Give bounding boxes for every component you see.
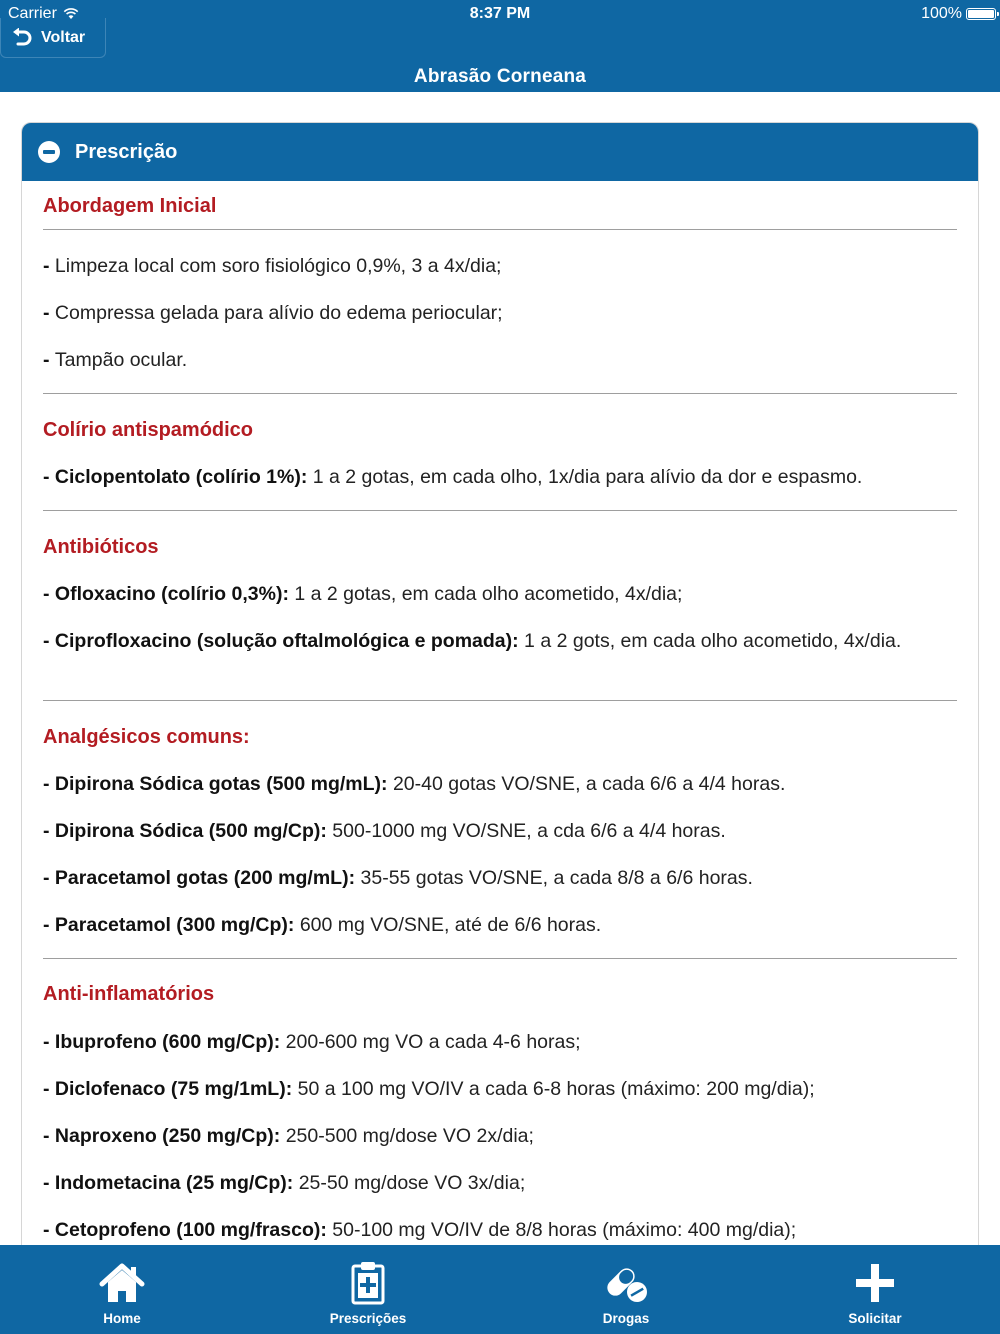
back-button[interactable] (0, 18, 106, 58)
pills-icon (601, 1260, 651, 1306)
list-item: - Paracetamol (300 mg/Cp): 600 mg VO/SNE, até de 6/6 horas. (43, 914, 602, 936)
clipboard-plus-icon (343, 1260, 393, 1306)
divider (43, 229, 957, 230)
divider (43, 958, 957, 959)
section-title: Antibióticos (43, 536, 159, 558)
divider (43, 393, 957, 394)
list-item: - Paracetamol gotas (200 mg/mL): 35-55 gotas VO/SNE, a cada 8/8 a 6/6 horas. (43, 867, 753, 889)
section-title: Analgésicos comuns: (43, 726, 250, 748)
list-item: - Cetoprofeno (100 mg/frasco): 50-100 mg VO/IV de 8/8 horas (máximo: 400 mg/dia); (43, 1219, 797, 1241)
section-title: Abordagem Inicial (43, 195, 217, 217)
tab-bar (0, 1245, 1000, 1334)
section-title: Anti-inflamatórios (43, 983, 215, 1005)
prescription-panel (21, 122, 979, 1322)
status-battery (921, 5, 996, 23)
list-item: - Compressa gelada para alívio do edema periocular; (43, 302, 503, 324)
collapse-minus-icon (38, 141, 60, 163)
tab-prescricoes-label: Prescrições (329, 1311, 407, 1326)
tab-drogas-label: Drogas (602, 1311, 650, 1326)
list-item: - Tampão ocular. (43, 349, 188, 371)
battery-icon (966, 8, 996, 20)
back-arrow-icon (11, 28, 33, 48)
tab-home[interactable] (52, 1245, 192, 1334)
tab-prescricoes[interactable] (298, 1245, 438, 1334)
list-item: - Diclofenaco (75 mg/1mL): 50 a 100 mg VO/IV a cada 6-8 horas (máximo: 200 mg/dia); (43, 1078, 815, 1100)
back-label: Voltar (41, 28, 86, 46)
divider (43, 700, 957, 701)
list-item: - Ibuprofeno (600 mg/Cp): 200-600 mg VO a cada 4-6 horas; (43, 1031, 581, 1053)
tab-solicitar-label: Solicitar (848, 1311, 902, 1326)
list-item: - Ciclopentolato (colírio 1%): 1 a 2 gotas, em cada olho, 1x/dia para alívio da dor e espasmo. (43, 466, 863, 488)
tab-drogas[interactable] (556, 1245, 696, 1334)
list-item: - Indometacina (25 mg/Cp): 25-50 mg/dose VO 3x/dia; (43, 1172, 526, 1194)
plus-icon (850, 1260, 900, 1306)
list-item: - Ofloxacino (colírio 0,3%): 1 a 2 gotas, em cada olho acometido, 4x/dia; (43, 583, 683, 605)
panel-title: Prescrição (75, 140, 178, 163)
list-item: - Ciprofloxacino (solução oftalmológica e pomada): 1 a 2 gots, em cada olho acometido, 4x/dia. (43, 630, 902, 652)
panel-header[interactable] (22, 123, 978, 181)
home-icon (97, 1260, 147, 1306)
list-item: - Naproxeno (250 mg/Cp): 250-500 mg/dose VO 2x/dia; (43, 1125, 534, 1147)
divider (43, 510, 957, 511)
tab-solicitar[interactable] (805, 1245, 945, 1334)
list-item: - Limpeza local com soro fisiológico 0,9%, 3 a 4x/dia; (43, 255, 502, 277)
page-title: Abrasão Corneana (413, 66, 587, 87)
section-title: Colírio antispamódico (43, 419, 254, 441)
battery-percent: 100% (921, 5, 962, 22)
carrier-label: Carrier (8, 5, 57, 22)
list-item: - Dipirona Sódica (500 mg/Cp): 500-1000 mg VO/SNE, a cda 6/6 a 4/4 horas. (43, 820, 726, 842)
status-time: 8:37 PM (469, 5, 531, 22)
list-item: - Dipirona Sódica gotas (500 mg/mL): 20-40 gotas VO/SNE, a cada 6/6 a 4/4 horas. (43, 773, 786, 795)
top-bar (0, 0, 1000, 92)
tab-home-label: Home (103, 1311, 141, 1326)
